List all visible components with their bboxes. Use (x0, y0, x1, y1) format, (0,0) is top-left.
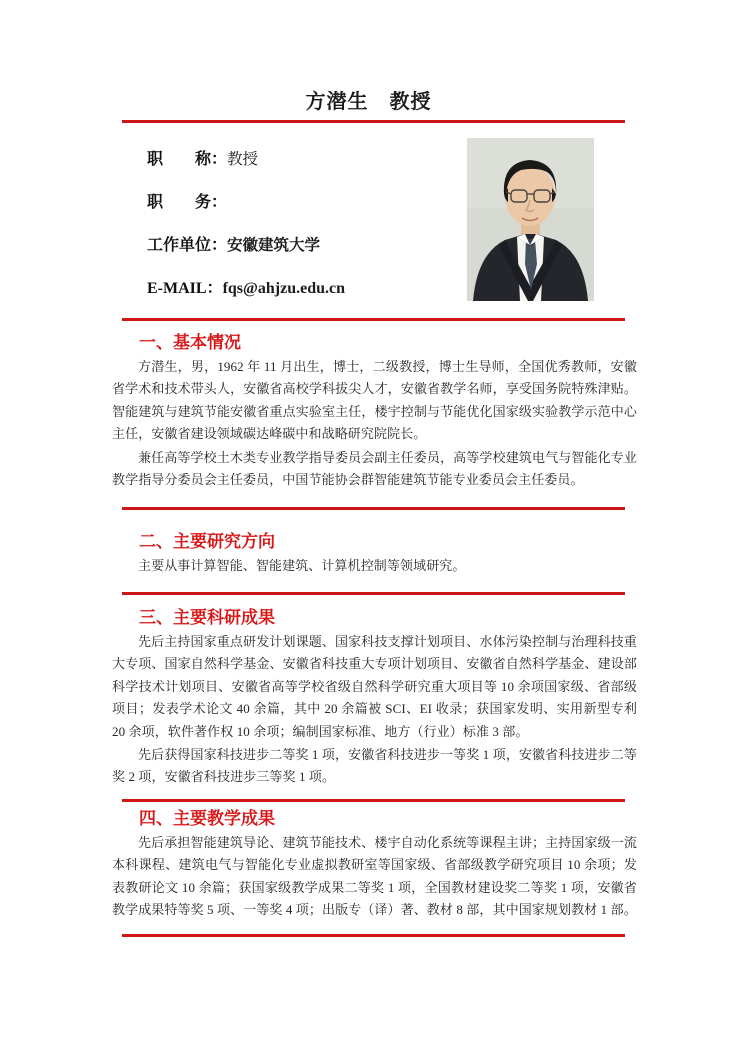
field-value: fqs@ahjzu.edu.cn (222, 280, 346, 297)
section-heading: 四、主要教学成果 (139, 809, 275, 828)
paragraph: 先后主持国家重点研发计划课题、国家科技支撑计划项目、水体污染控制与治理科技重大专项、国家自然科学基金、安徽省科技重大专项计划项目、安徽省自然科学基金、建设部科学技术计划项目、安徽省高等学校省级自然科学研究重大项目等 10 余项国家级、省部级项目；发表学术论文 40 余篇，其中 20 余篇被 SCI、EI 收录；获国家发明、实用新型专利 20 余项，软件著作权 10 余项；编制国家标准、地方（行业）标准 3 部。 (112, 634, 637, 739)
field-row-workplace (147, 236, 447, 256)
section-heading: 三、主要科研成果 (139, 608, 275, 627)
page-title: 方潜生 教授 (305, 91, 432, 113)
section-heading: 一、基本情况 (139, 333, 241, 352)
field-value: 安徽建筑大学 (227, 237, 321, 254)
red-divider (122, 318, 625, 321)
field-row-position (147, 193, 447, 213)
field-value: 教授 (227, 151, 259, 168)
field-label: 职 称： (147, 151, 228, 168)
section-basic-info (112, 331, 637, 491)
paragraph: 主要从事计算智能、智能建筑、计算机控制等领域研究。 (138, 558, 466, 573)
red-divider (122, 934, 625, 937)
section-teaching-achievements (112, 807, 637, 922)
section-research-achievements (112, 606, 637, 789)
field-label: 工作单位： (147, 237, 228, 254)
field-label: 职 务： (147, 194, 228, 211)
red-divider (122, 120, 625, 123)
field-row-email (147, 279, 447, 299)
paragraph: 方潜生，男，1962 年 11 月出生，博士，二级教授，博士生导师，全国优秀教师，安徽省学术和技术带头人，安徽省高校学科拔尖人才，安徽省教学名师，享受国务院特殊津贴。智能建筑与建筑节能安徽省重点实验室主任，楼宇控制与节能优化国家级实验教学示范中心主任，安徽省建设领域碳达峰碳中和战略研究院院长。 (112, 359, 637, 442)
person-illustration (467, 138, 594, 301)
red-divider (122, 507, 625, 510)
section-research-directions (112, 530, 637, 577)
paragraph: 先后承担智能建筑导论、建筑节能技术、楼宇自动化系统等课程主讲；主持国家级一流本科课程、建筑电气与智能化专业虚拟教研室等国家级、省部级教学研究项目 10 余项；发表教研论文 10 余篇；获国家级教学成果二等奖 1 项，全国教材建设奖二等奖 1 项，安徽省教学成果特等奖 5 项、一等奖 4 项；出版专（译）著、教材 8 部，其中国家规划教材 1 部。 (112, 835, 637, 918)
red-divider (122, 799, 625, 802)
field-row-title (147, 150, 447, 170)
profile-info-block (147, 150, 447, 322)
red-divider (122, 592, 625, 595)
section-heading: 二、主要研究方向 (139, 532, 275, 551)
portrait-photo (467, 138, 594, 301)
paragraph: 先后获得国家科技进步二等奖 1 项，安徽省科技进步一等奖 1 项，安徽省科技进步二等奖 2 项，安徽省科技进步三等奖 1 项。 (112, 747, 637, 785)
paragraph: 兼任高等学校土木类专业教学指导委员会副主任委员，高等学校建筑电气与智能化专业教学指导分委员会主任委员，中国节能协会群智能建筑节能专业委员会主任委员。 (112, 449, 637, 488)
field-label: E-MAIL： (147, 280, 223, 297)
